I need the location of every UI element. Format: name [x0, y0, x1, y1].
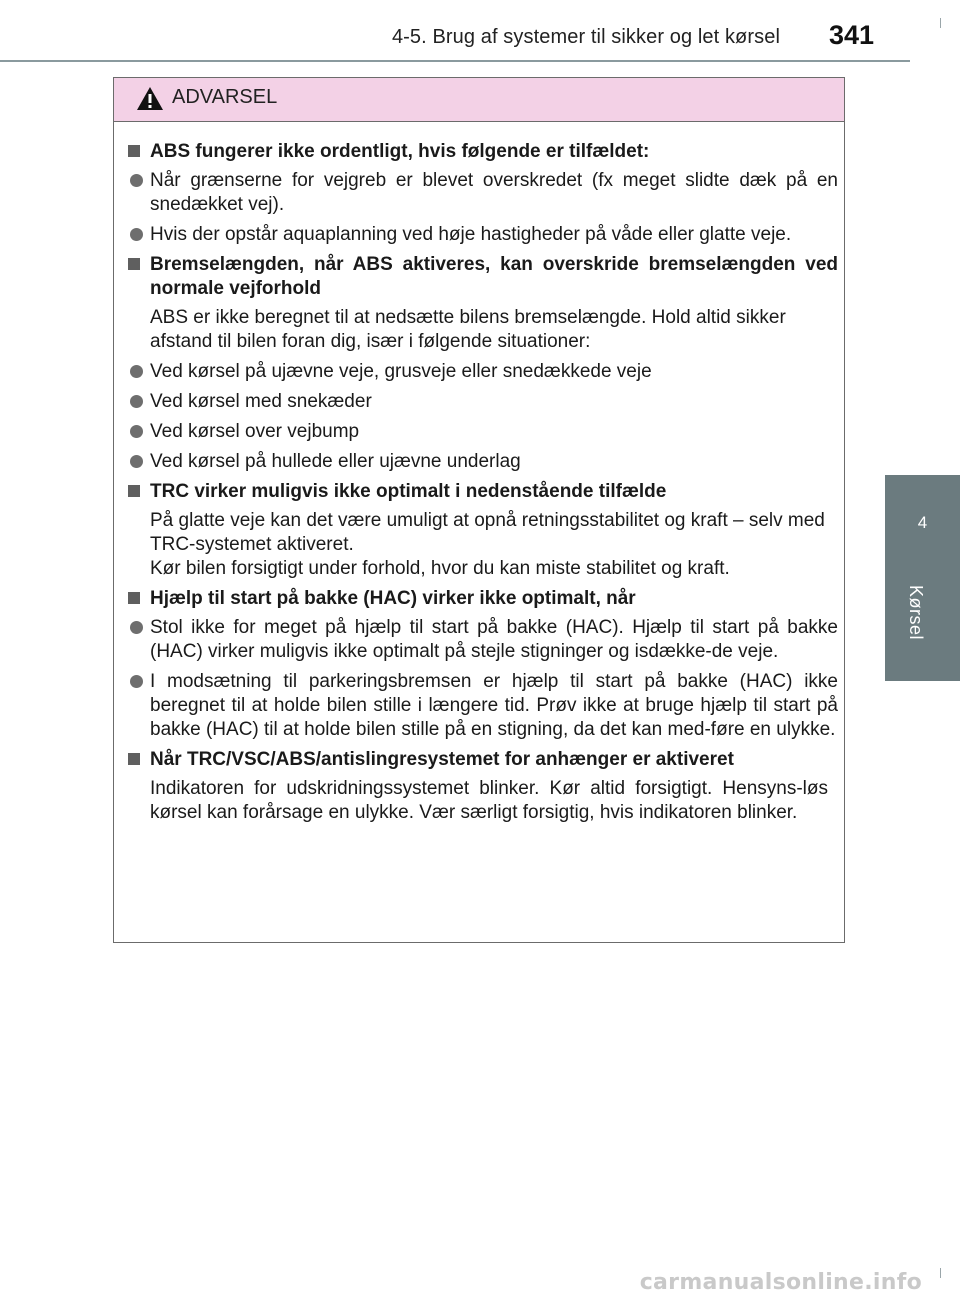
chapter-number: 4 — [917, 513, 928, 532]
bullet-item: Når grænserne for vejgreb er blevet overskredet (fx meget slidte dæk på en snedækket vej). — [126, 169, 844, 217]
section-heading: Hjælp til start på bakke (HAC) virker ikke optimalt, når — [126, 587, 844, 611]
round-bullet-icon — [130, 621, 143, 634]
page-header — [0, 0, 960, 62]
section-text: Indikatoren for udskridningssystemet blinker. Kør altid forsigtigt. Hensyns-løs kørsel kan forårsage en ulykke. Vær særligt forsigtig, hvis indikatoren blinker. — [150, 778, 828, 823]
square-bullet-icon — [128, 258, 140, 270]
round-bullet-icon — [130, 675, 143, 688]
section-text: ABS er ikke beregnet til at nedsætte bilens bremselængde. Hold altid sikker afstand til bilen foran dig, især i følgende situationer: — [150, 307, 786, 352]
section-heading: Bremselængden, når ABS aktiveres, kan overskride bremselængden ved normale vejforhold — [126, 253, 844, 301]
section-title: 4-5. Brug af systemer til sikker og let kørsel — [391, 26, 780, 48]
square-bullet-icon — [128, 485, 140, 497]
bullet-item: Ved kørsel på ujævne veje, grusveje eller snedækkede veje — [126, 360, 844, 384]
round-bullet-icon — [130, 395, 143, 408]
chapter-label: Kørsel — [906, 585, 926, 641]
warning-section — [126, 253, 844, 474]
round-bullet-icon — [130, 174, 143, 187]
bullet-item: I modsætning til parkeringsbremsen er hjælp til start på bakke (HAC) ikke beregnet til at holde bilen stille i længere tid. Prøv ikke at bruge hjælp til start på bakke (HAC) til at holde bilen stille på en stigning, da det kan med-føre en ulykke. — [126, 670, 844, 742]
watermark: carmanualsonline.info — [639, 1270, 922, 1295]
bullet-item: Ved kørsel på hullede eller ujævne underlag — [126, 450, 844, 474]
bullet-item: Ved kørsel med snekæder — [126, 390, 844, 414]
page-number: 341 — [828, 20, 874, 50]
warning-section — [126, 140, 844, 247]
warning-header — [114, 78, 844, 122]
section-text — [126, 509, 844, 581]
warning-section — [126, 587, 844, 742]
round-bullet-icon — [130, 365, 143, 378]
square-bullet-icon — [128, 753, 140, 765]
bullet-item: Stol ikke for meget på hjælp til start på bakke (HAC). Hjælp til start på bakke (HAC) virker muligvis ikke optimalt på stejle stigninger og isdække-de veje. — [126, 616, 844, 664]
round-bullet-icon — [130, 455, 143, 468]
warning-title: ADVARSEL — [172, 86, 278, 108]
text-line: Kør bilen forsigtigt under forhold, hvor du kan miste stabilitet og kraft. — [150, 558, 730, 579]
chapter-tab[interactable] — [885, 475, 960, 681]
crop-mark — [940, 18, 941, 28]
warning-section — [126, 480, 844, 581]
text-line: På glatte veje kan det være umuligt at opnå retningsstabilitet og kraft – selv med TRC-systemet aktiveret. — [150, 510, 825, 555]
square-bullet-icon — [128, 145, 140, 157]
bullet-item: Hvis der opstår aquaplanning ved høje hastigheder på våde eller glatte veje. — [126, 223, 844, 247]
warning-content — [114, 122, 844, 825]
round-bullet-icon — [130, 228, 143, 241]
header-rule — [0, 60, 910, 62]
square-bullet-icon — [128, 592, 140, 604]
crop-mark — [940, 1268, 941, 1278]
round-bullet-icon — [130, 425, 143, 438]
warning-section — [126, 748, 844, 825]
section-heading: TRC virker muligvis ikke optimalt i nedenstående tilfælde — [126, 480, 844, 504]
bullet-item: Ved kørsel over vejbump — [126, 420, 844, 444]
section-heading: ABS fungerer ikke ordentligt, hvis følgende er tilfældet: — [126, 140, 844, 164]
section-heading: Når TRC/VSC/ABS/antislingresystemet for anhænger er aktiveret — [126, 748, 844, 772]
warning-box — [113, 77, 845, 943]
warning-triangle-icon — [136, 86, 164, 111]
